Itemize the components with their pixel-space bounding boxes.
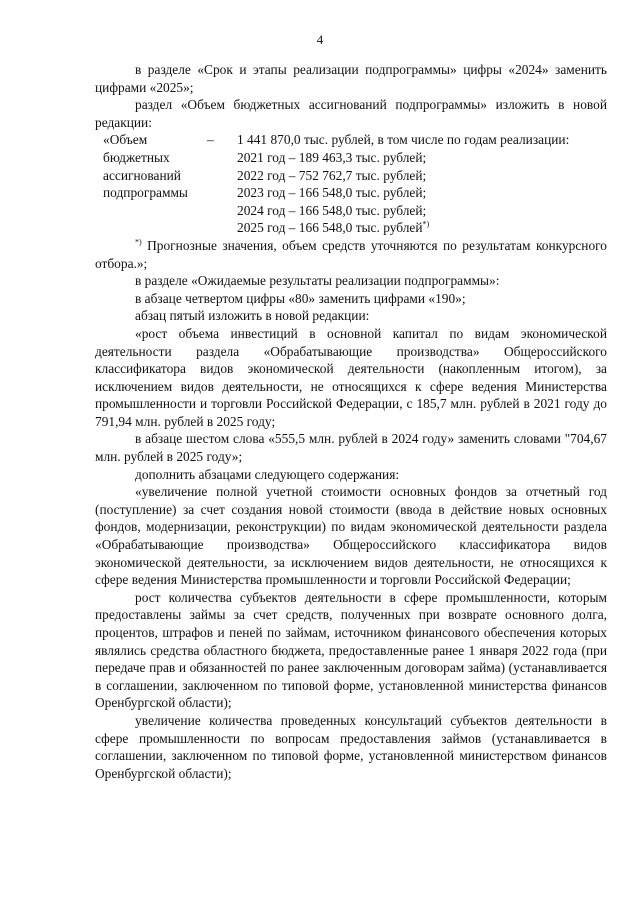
paragraph-10: рост количества субъектов деятельности в сфере промышленности, которым предоставлены займы за счет средств, полученных при возврате основного долга, процентов, штрафов и пеней по займам, источником финансового обеспечения которых являлись средства областного бюджета, предоставленные ранее 1 января 2022 года (при передаче прав и обязанностей по ранее заключенным договорам займа) (устанавливается в соглашении, заключенном по типовой форме, установленной министерства финансов Оренбургской области); — [95, 589, 607, 711]
paragraph-11: увеличение количества проведенных консультаций субъектов деятельности в сфере промышленности по вопросам предоставления займов (устанавливается в соглашении, заключенном по типовой форме, установленной министерством финансов Оренбургской области); — [95, 712, 607, 781]
budget-table-values — [237, 131, 607, 237]
footnote-mark: *) — [135, 237, 142, 247]
budget-year-2023: 2023 год – 166 548,0 тыс. рублей; — [237, 185, 427, 201]
paragraph-8: дополнить абзацами следующего содержания: — [135, 466, 400, 482]
budget-total: 1 441 870,0 тыс. рублей, в том числе по годам реализации: — [237, 132, 570, 148]
page-number: 4 — [316, 32, 324, 47]
document-body — [95, 61, 607, 782]
budget-year-2021: 2021 год – 189 463,3 тыс. рублей; — [237, 149, 427, 165]
paragraph-5: абзац пятый изложить в новой редакции: — [135, 308, 370, 324]
paragraph-1: в разделе «Срок и этапы реализации подпрограммы» цифры «2024» заменить цифрами «2025»; — [95, 62, 607, 95]
budget-year-2025-text: 2025 год – 166 548,0 тыс. рублей — [237, 220, 423, 236]
budget-table-label: «Объем бюджетных ассигнований подпрограммы — [103, 132, 188, 201]
budget-table-dash: – — [207, 132, 214, 148]
budget-year-2024: 2024 год – 166 548,0 тыс. рублей; — [237, 202, 427, 218]
paragraph-6: «рост объема инвестиций в основной капитал по видам экономической деятельности раздела «Обрабатывающие производства» Общероссийского классификатора видов экономической деятельности (накопленным итогом), за исключением видов деятельности, не относящихся к сфере ведения Министерства промышленности и торговли Российской Федерации, с 185,7 млн. рублей в 2021 году до 791,94 млн. рублей в 2025 году; — [95, 325, 607, 429]
paragraph-3: в разделе «Ожидаемые результаты реализации подпрограммы»: — [135, 273, 500, 289]
paragraph-9: «увеличение полной учетной стоимости основных фондов за отчетный год (поступление) за счет создания новой стоимости (ввода в действие новых основных фондов, модернизации, реконструкции) по видам экономической деятельности раздела «Обрабатывающие производства» Общероссийского классификатора видов экономической деятельности, за исключением видов деятельности, не относящихся к сфере ведения Министерства промышленности и торговли Российской Федерации; — [95, 484, 607, 588]
footnote-text: Прогнозные значения, объем средств уточняются по результатам конкурсного отбора.»; — [95, 237, 607, 271]
paragraph-4: в абзаце четвертом цифры «80» заменить цифрами «190»; — [135, 290, 466, 306]
paragraph-2: раздел «Объем бюджетных ассигнований подпрограммы» изложить в новой редакции: — [95, 97, 607, 130]
budget-year-2025 — [237, 219, 607, 237]
budget-table — [95, 131, 607, 237]
budget-year-2022: 2022 год – 752 762,7 тыс. рублей; — [237, 167, 427, 183]
paragraph-7: в абзаце шестом слова «555,5 млн. рублей в 2024 году» заменить словами "704,67 млн. рублей в 2025 году»; — [95, 431, 607, 465]
budget-footnote-mark: *) — [422, 219, 430, 229]
footnote — [95, 237, 607, 272]
